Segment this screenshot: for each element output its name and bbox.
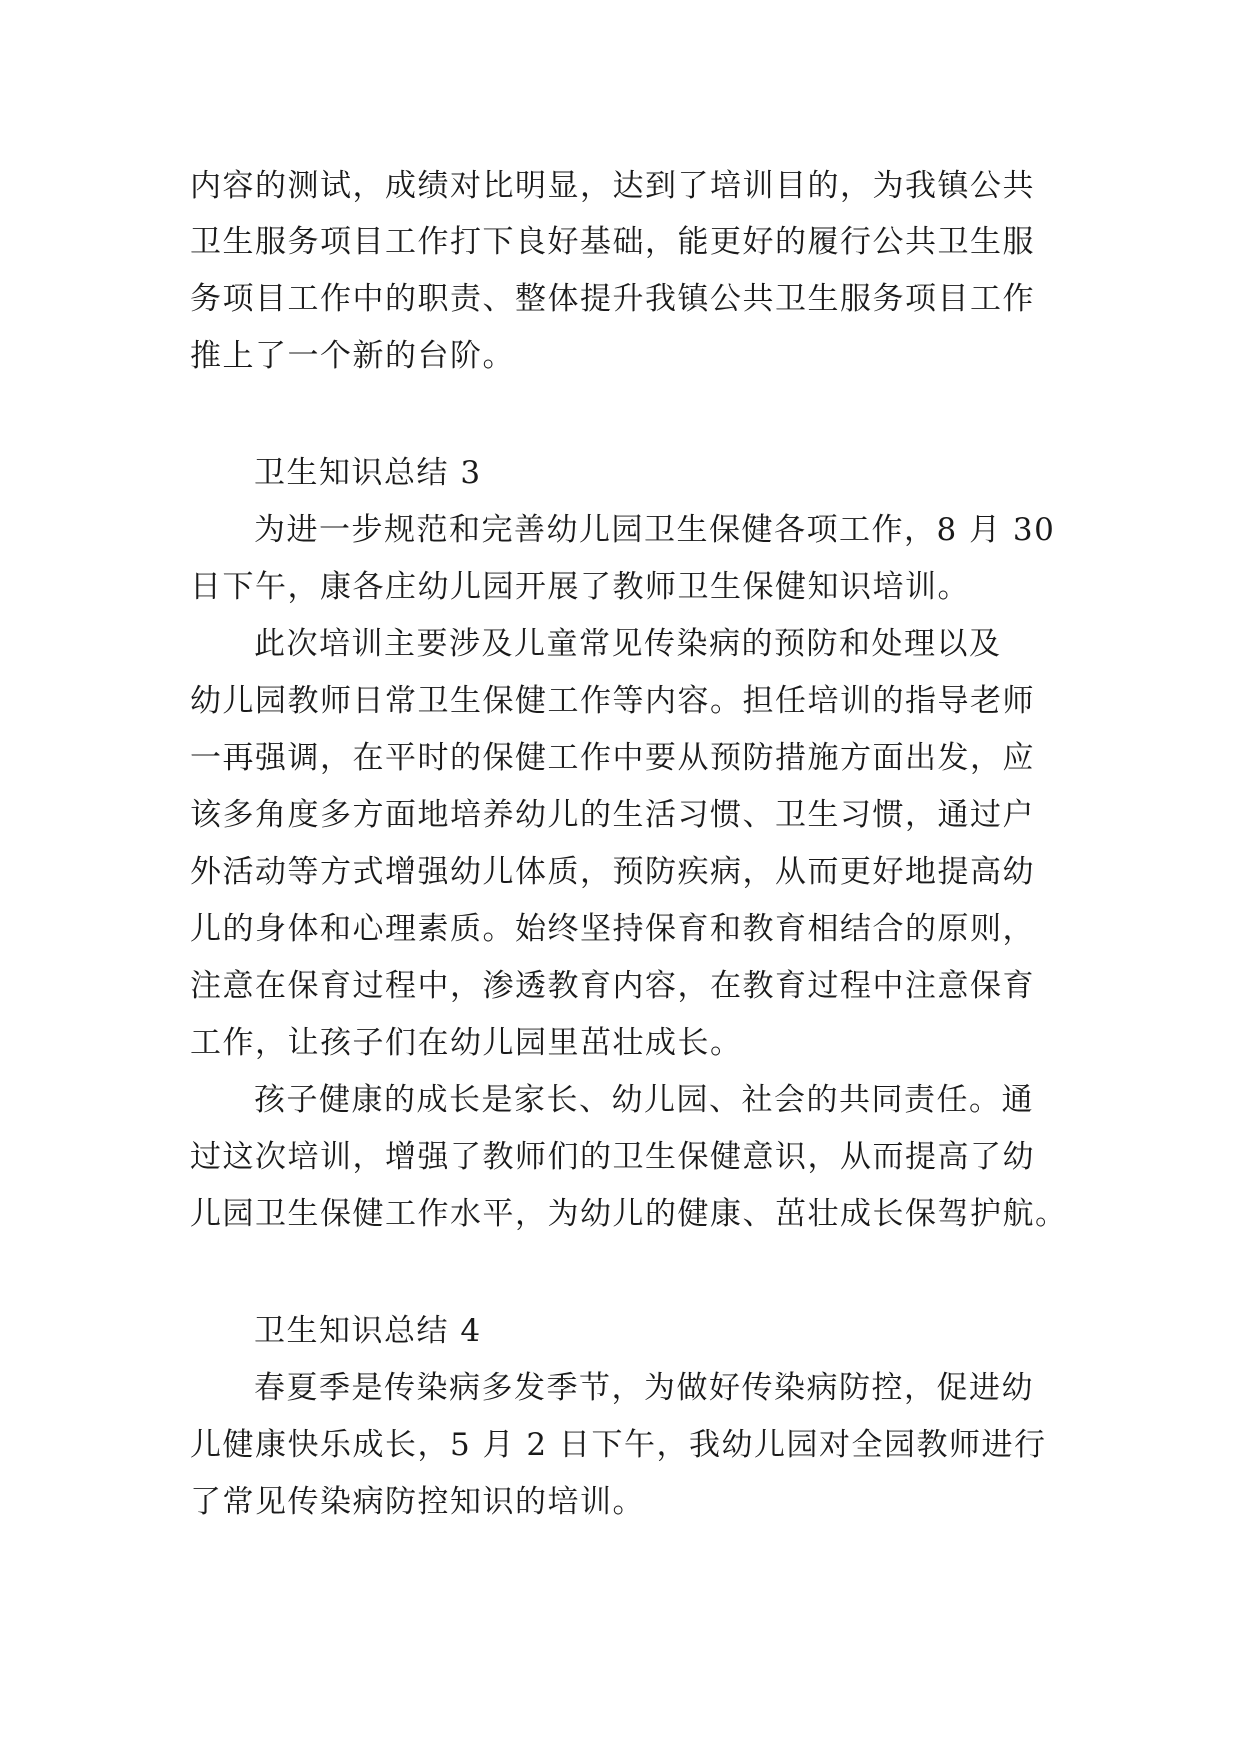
text-line: 了常见传染病防控知识的培训。 [190,1484,645,1520]
text-line: 内容的测试，成绩对比明显，达到了培训目的，为我镇公共 [190,168,1035,204]
section-heading: 卫生知识总结 4 [254,1313,482,1349]
text-line: 儿园卫生保健工作水平，为幼儿的健康、茁壮成长保驾护航。 [190,1196,1068,1232]
text-line: 幼儿园教师日常卫生保健工作等内容。担任培训的指导老师 [190,683,1035,719]
text-line: 卫生服务项目工作打下良好基础，能更好的履行公共卫生服 [190,224,1035,260]
text-line: 外活动等方式增强幼儿体质，预防疾病，从而更好地提高幼 [190,854,1035,890]
section-heading: 卫生知识总结 3 [254,455,482,491]
text-line: 为进一步规范和完善幼儿园卫生保健各项工作，8 月 30 [254,512,1056,548]
text-line: 该多角度多方面地培养幼儿的生活习惯、卫生习惯，通过户 [190,797,1035,833]
text-line: 注意在保育过程中，渗透教育内容，在教育过程中注意保育 [190,968,1035,1004]
text-line: 工作，让孩子们在幼儿园里茁壮成长。 [190,1025,743,1061]
text-line: 一再强调，在平时的保健工作中要从预防措施方面出发，应 [190,740,1035,776]
text-line: 过这次培训，增强了教师们的卫生保健意识，从而提高了幼 [190,1139,1035,1175]
text-line: 推上了一个新的台阶。 [190,338,515,374]
text-line: 日下午，康各庄幼儿园开展了教师卫生保健知识培训。 [190,569,970,605]
text-line: 儿的身体和心理素质。始终坚持保育和教育相结合的原则， [190,911,1035,947]
text-line: 此次培训主要涉及儿童常见传染病的预防和处理以及 [254,626,1002,662]
text-line: 儿健康快乐成长，5 月 2 日下午，我幼儿园对全园教师进行 [190,1427,1047,1463]
text-line: 务项目工作中的职责、整体提升我镇公共卫生服务项目工作 [190,281,1035,317]
text-line: 春夏季是传染病多发季节，为做好传染病防控，促进幼 [254,1370,1034,1406]
text-line: 孩子健康的成长是家长、幼儿园、社会的共同责任。通 [254,1082,1034,1118]
